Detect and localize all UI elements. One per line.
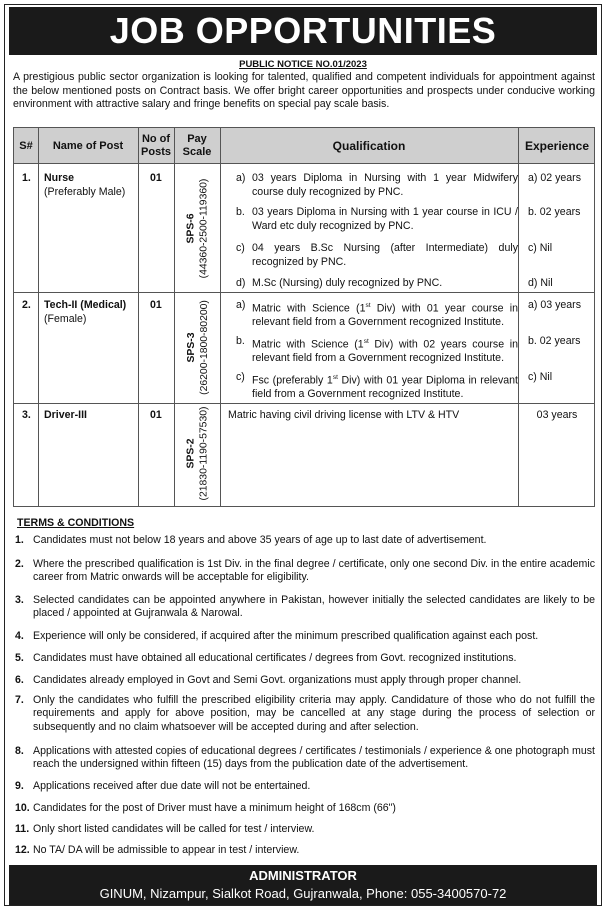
row1-experience-b: b. 02 years: [528, 206, 581, 218]
row2-post: [44, 299, 126, 326]
row2-qualification-b: b. Matric with Science (1st Div) with 02 years course in relevant field from a Government recognized Institute.: [236, 335, 518, 365]
row2-count: 01: [150, 299, 162, 311]
row1-experience-c: c) Nil: [528, 242, 553, 254]
row2-qualification-c: c) Fsc (preferably 1st Div) with 01 year Diploma in relevant field from a Government recognized Institute.: [236, 371, 518, 401]
row3-post-name: Driver-III: [44, 409, 87, 421]
row1-qualification-c: c) 04 years B.Sc Nursing (after Intermediate) duly recognized by PNC.: [236, 242, 518, 268]
row3-qualification: Matric having civil driving license with LTV & HTV: [228, 409, 460, 421]
term-item: 10. Candidates for the post of Driver must have a minimum height of 168cm (66"): [15, 802, 396, 814]
term-item: 6. Candidates already employed in Govt and Semi Govt. organizations must apply through proper channel.: [15, 674, 522, 686]
row1-scale-range: (44360-2500-119360): [198, 178, 210, 278]
term-item: 4. Experience will only be considered, if acquired after the minimum prescribed qualification against each post.: [15, 630, 539, 642]
page-title: JOB OPPORTUNITIES: [9, 7, 597, 55]
term-item: 3. Selected candidates can be appointed anywhere in Pakistan, however initially the selected candidates are likely to be placed / appointed at Gujranwala & Narowal.: [15, 594, 595, 620]
row1-sno: 1.: [22, 172, 31, 184]
row1-qualification-b: b. 03 years Diploma in Nursing with 1 year course in ICU / Ward etc duly recognized by PNC.: [236, 206, 518, 232]
term-item: 12. No TA/ DA will be admissible to appear in test / interview.: [15, 844, 300, 856]
row1-post-note: (Preferably Male): [44, 185, 126, 198]
row2-sno: 2.: [22, 299, 31, 311]
row2-experience-b: b. 02 years: [528, 335, 581, 347]
col-header-qualification: Qualification: [332, 138, 406, 153]
term-item: 7. Only the candidates who fulfill the prescribed eligibility criteria may apply. Candidature of those who do not fulfill the requirements and apply for above position, may be cancelled at any stage during the process of selection or subsequently and no claim whatsoever will be accepted during and after selection.: [15, 694, 595, 733]
terms-heading: TERMS & CONDITIONS: [17, 517, 135, 529]
row1-pay-scale: [180, 166, 216, 290]
row2-qualification-a: a) Matric with Science (1st Div) with 01 year course in relevant field from a Government recognized Institute.: [236, 299, 518, 329]
term-item: 5. Candidates must have obtained all educational certificates / degrees from Govt. recognized institutions.: [15, 652, 517, 664]
col-header-sno: S#: [19, 139, 33, 152]
public-notice-number: PUBLIC NOTICE NO.01/2023: [239, 59, 367, 70]
row3-count: 01: [150, 409, 162, 421]
col-header-pay-scale: Pay Scale: [182, 133, 212, 158]
row1-experience-d: d) Nil: [528, 277, 553, 289]
row1-scale-grade: SPS-6: [185, 212, 197, 244]
row2-experience-a: a) 03 years: [528, 299, 581, 311]
row3-scale-range: (21830-1190-57530): [198, 406, 210, 500]
row2-post-note: (Female): [44, 312, 87, 325]
row1-qualification-d: d) M.Sc (Nursing) duly recognized by PNC.: [236, 277, 443, 289]
term-item: 1. Candidates must not below 18 years and above 35 years of age up to last date of advertisement.: [15, 534, 487, 546]
intro-paragraph: A prestigious public sector organization is looking for talented, qualified and competent individuals for appointment against the below mentioned posts on Contract basis. We offer bright career opportunities and prospects under conducive working environment with attractive salary and fringe benefits on special pay scale basis.: [13, 71, 595, 111]
row3-scale-grade: SPS-2: [185, 437, 197, 469]
row1-post: [44, 172, 125, 199]
col-header-post: Name of Post: [52, 139, 124, 152]
row3-pay-scale: [180, 406, 216, 500]
posts-table: [13, 127, 595, 507]
term-item: 11. Only short listed candidates will be called for test / interview.: [15, 823, 315, 835]
row1-experience-a: a) 02 years: [528, 172, 581, 184]
footer-contact: [9, 865, 597, 905]
row1-qualification-a: a) 03 years Diploma in Nursing with 1 year Midwifery course duly recognized by PNC.: [236, 172, 518, 198]
col-header-no-of-posts: No of Posts: [141, 133, 171, 158]
row2-scale-range: (26200-1800-80200): [198, 300, 209, 395]
row1-post-name: Nurse: [44, 172, 75, 184]
term-item: 8. Applications with attested copies of educational degrees / certificates / testimonials / experience & one photograph must reach the undersigned within fifteen (15) days from the publication date of the advertisement.: [15, 745, 595, 771]
footer-title: ADMINISTRATOR: [249, 868, 357, 883]
row2-pay-scale: [180, 294, 216, 401]
term-item: 2. Where the prescribed qualification is 1st Div. in the final degree / certificate, only one second Div. in the entire academic career from Matric onwards will be acceptable for eligibility.: [15, 558, 595, 584]
row3-sno: 3.: [22, 409, 31, 421]
term-item: 9. Applications received after due date will not be entertained.: [15, 780, 311, 792]
col-header-experience: Experience: [524, 138, 590, 153]
row3-experience: 03 years: [536, 409, 578, 421]
row2-scale-grade: SPS-3: [185, 332, 197, 363]
row2-post-name: Tech-II (Medical): [44, 299, 127, 311]
footer-address: GINUM, Nizampur, Sialkot Road, Gujranwala, Phone: 055-3400570-72: [99, 886, 507, 901]
row1-count: 01: [150, 172, 162, 184]
row2-experience-c: c) Nil: [528, 371, 553, 383]
job-advertisement: [4, 4, 602, 906]
